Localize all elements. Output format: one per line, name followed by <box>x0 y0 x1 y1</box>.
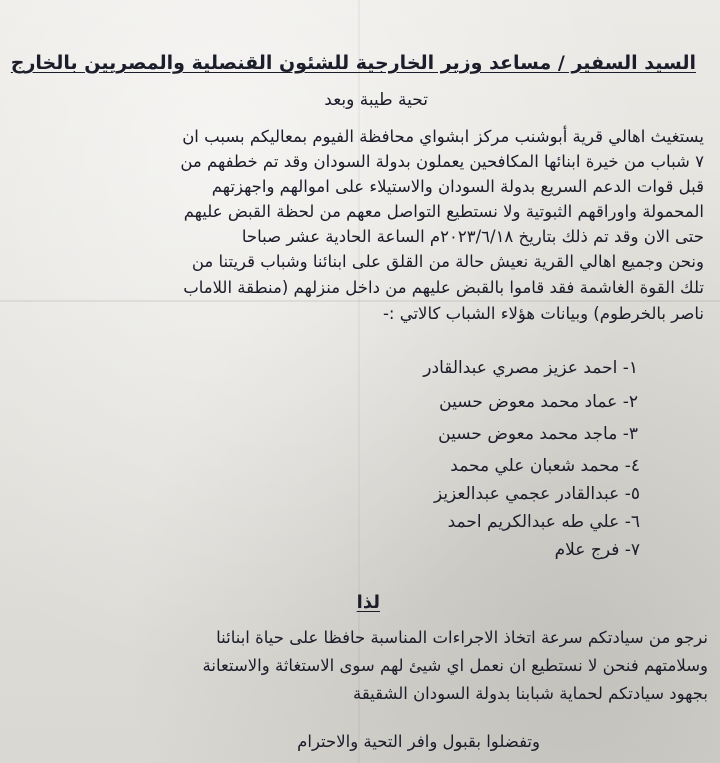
name-list-item: ٦- علي طه عبدالكريم احمد <box>447 512 640 532</box>
intro-line: ونحن وجميع اهالي القرية نعيش حالة من القلق على ابنائنا وشباب قريتنا من <box>191 252 704 271</box>
intro-line: قبل قوات الدعم السريع بدولة السودان والاستيلاء على اموالهم واجهزتهم <box>211 177 704 196</box>
request-line: نرجو من سيادتكم سرعة اتخاذ الاجراءات المناسبة حافظا على حياة ابنائنا <box>216 628 708 647</box>
intro-line: تلك القوة الغاشمة فقد قاموا بالقبض عليهم من داخل منزلهم (منطقة اللاماب <box>183 278 704 297</box>
request-line: وسلامتهم فنحن لا نستطيع ان نعمل اي شيئ لهم سوى الاستغاثة والاستعانة <box>202 656 708 675</box>
name-list-item: ٢- عماد محمد معوض حسين <box>439 392 638 412</box>
intro-line: يستغيث اهالي قرية أبوشنب مركز ابشواي محافظة الفيوم بمعاليكم بسبب ان <box>182 127 704 146</box>
name-list-item: ٤- محمد شعبان علي محمد <box>450 456 640 476</box>
name-list-item: ١- احمد عزيز مصري عبدالقادر <box>423 358 638 378</box>
intro-line: المحمولة واوراقهم الثبوتية ولا نستطيع التواصل معهم من لحظة القبض عليهم <box>183 202 704 221</box>
intro-line: ناصر بالخرطوم) وبيانات هؤلاء الشباب كالاتي :- <box>382 304 704 323</box>
request-line: بجهود سيادتكم لحماية شبابنا بدولة السودان الشقيقة <box>352 684 708 703</box>
name-list-item: ٥- عبدالقادر عجمي عبدالعزيز <box>433 484 640 504</box>
intro-line: حتى الان وقد تم ذلك بتاريخ ٢٠٢٣/٦/١٨م الساعة الحادية عشر صباحا <box>241 227 704 246</box>
therefore-heading: لذا <box>356 592 380 613</box>
name-list-item: ٧- فرج علام <box>554 540 640 560</box>
intro-line: ٧ شباب من خيرة ابنائها المكافحين يعملون بدولة السودان وقد تم خطفهم من <box>180 152 704 171</box>
letter-header: السيد السفير / مساعد وزير الخارجية للشئون القنصلية والمصريين بالخارج <box>10 52 696 74</box>
paper-fold <box>358 0 360 763</box>
name-list-item: ٣- ماجد محمد معوض حسين <box>438 424 638 444</box>
closing-line: وتفضلوا بقبول وافر التحية والاحترام <box>297 732 540 751</box>
paper-fold <box>0 300 720 302</box>
greeting: تحية طيبة وبعد <box>324 90 428 110</box>
